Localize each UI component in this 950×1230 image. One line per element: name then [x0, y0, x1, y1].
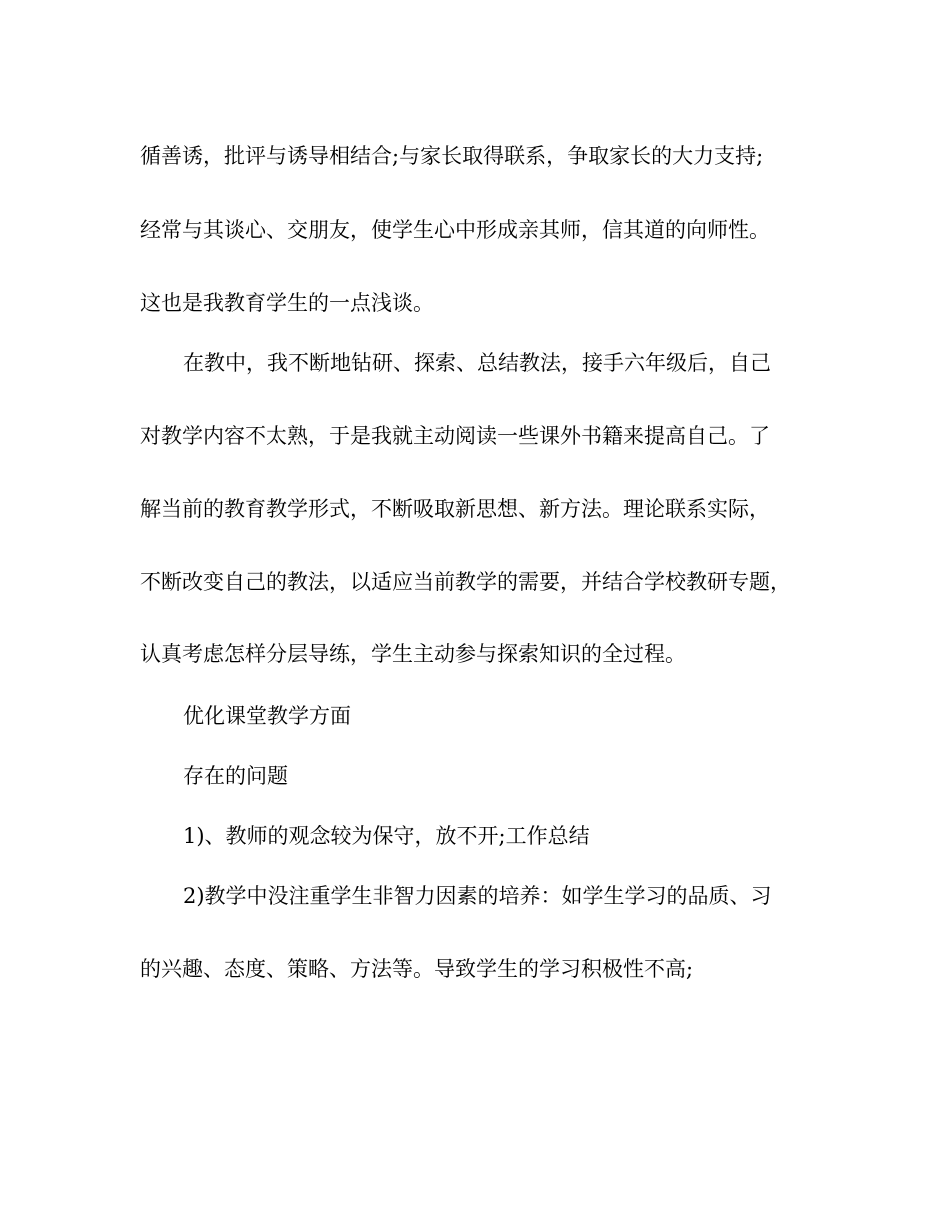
text-line: 这也是我教育学生的一点浅谈。 — [140, 291, 434, 315]
paragraph-first-line: 在教中，我不断地钻研、探索、总结教法，接手六年级后，自己 — [183, 351, 771, 375]
text-line: 认真考虑怎样分层导练，学生主动参与探索知识的全过程。 — [140, 642, 686, 666]
subsection-heading: 存在的问题 — [183, 764, 288, 788]
list-item: 1)、教师的观念较为保守，放不开;工作总结 — [183, 824, 590, 848]
text-line: 对教学内容不太熟，于是我就主动阅读一些课外书籍来提高自己。了 — [140, 424, 770, 448]
section-heading: 优化课堂教学方面 — [183, 704, 351, 728]
text-line: 解当前的教育教学形式，不断吸取新思想、新方法。理论联系实际， — [140, 497, 770, 521]
text-line: 循善诱，批评与诱导相结合;与家长取得联系，争取家长的大力支持; — [140, 144, 764, 168]
text-line: 经常与其谈心、交朋友，使学生心中形成亲其师，信其道的向师性。 — [140, 218, 770, 242]
text-line: 的兴趣、态度、策略、方法等。导致学生的学习积极性不高; — [140, 957, 694, 981]
text-line: 不断改变自己的教法，以适应当前教学的需要，并结合学校教研专题， — [140, 570, 791, 594]
list-item: 2)教学中没注重学生非智力因素的培养：如学生学习的品质、习 — [183, 884, 772, 908]
